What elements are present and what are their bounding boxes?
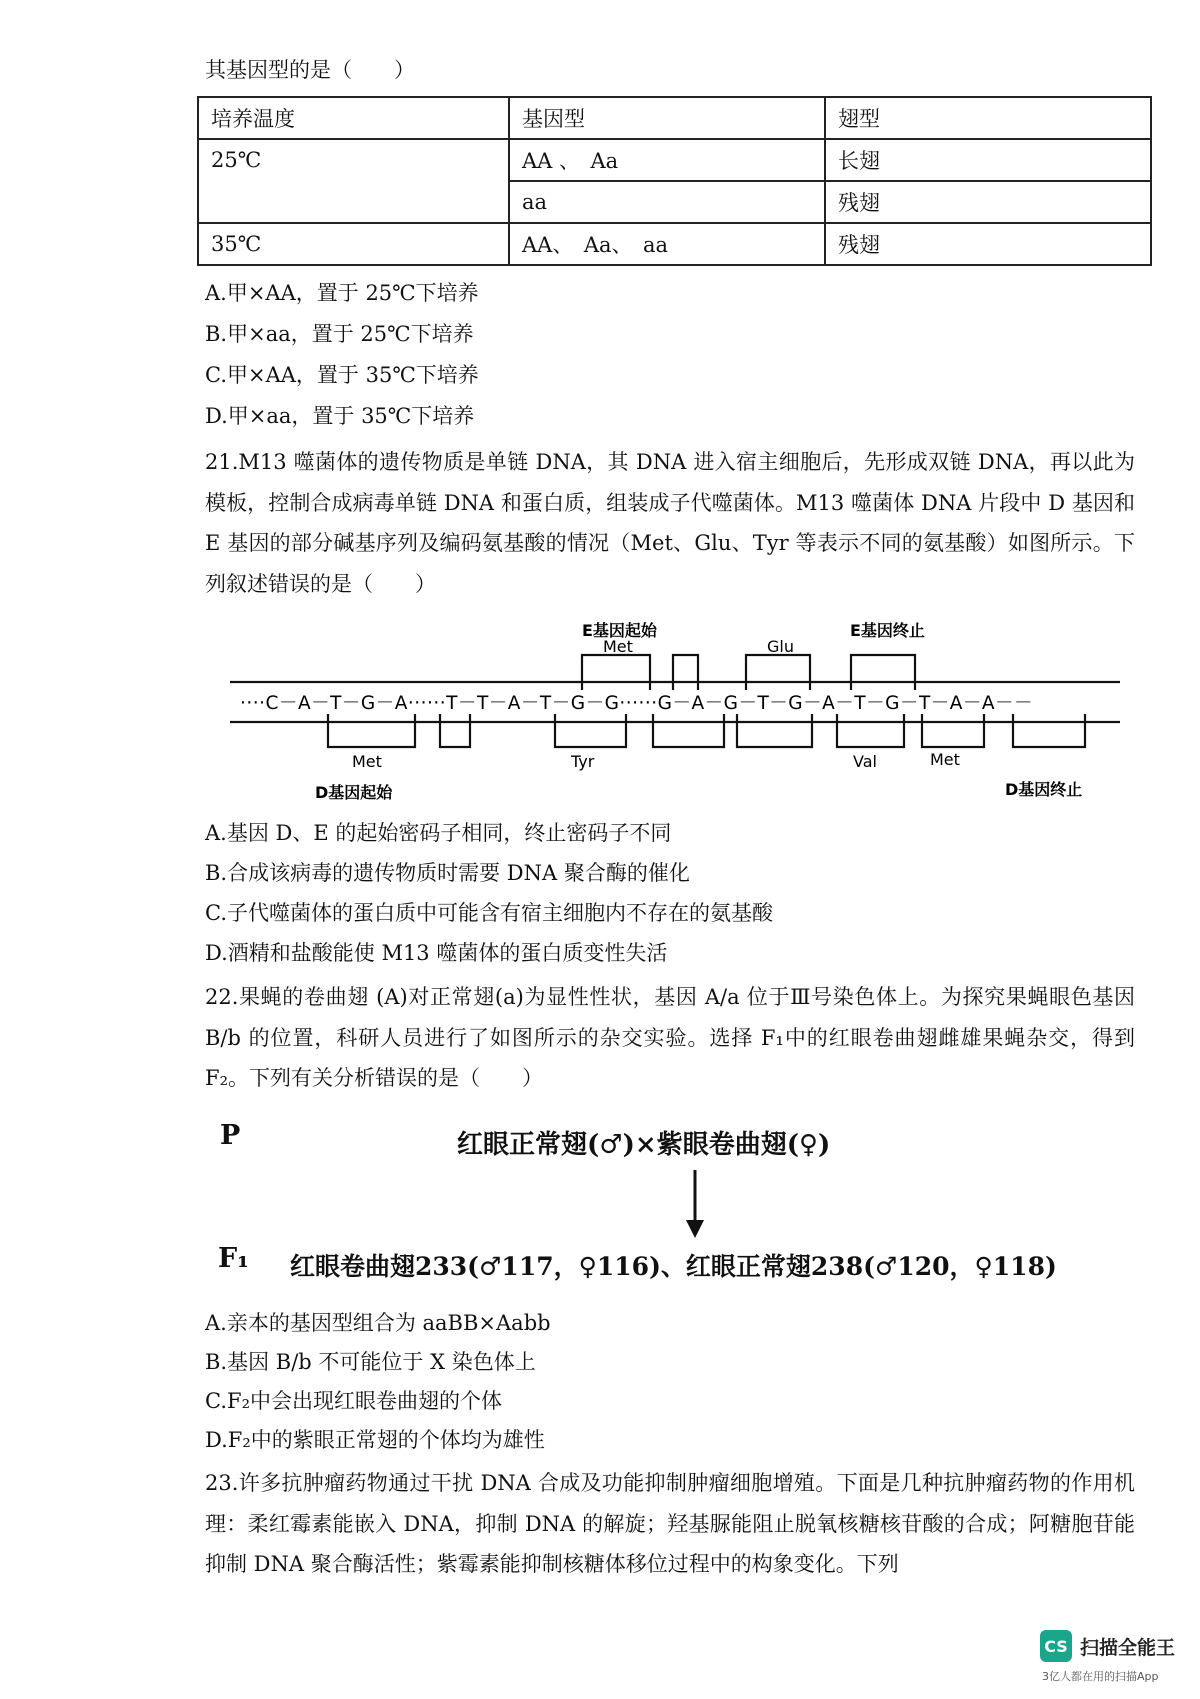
table-cell-wing: 残翅 — [825, 181, 1151, 223]
gene-sequence-figure — [230, 615, 1130, 805]
q20-option-c: C.甲×AA，置于 35℃下培养 — [205, 363, 479, 387]
q20-option-d: D.甲×aa，置于 35℃下培养 — [205, 404, 475, 428]
table-cell-genotype: AA、 Aa、 aa — [509, 223, 825, 265]
q21-option-c: C.子代噬菌体的蛋白质中可能含有宿主细胞内不存在的氨基酸 — [205, 901, 773, 925]
genotype-table — [197, 96, 1152, 266]
q22-option-c: C.F₂中会出现红眼卷曲翅的个体 — [205, 1389, 502, 1413]
codon-bracket — [922, 714, 984, 747]
d-gene-start-label: D基因起始 — [315, 783, 393, 802]
e-gene-end-label: E基因终止 — [850, 621, 925, 640]
codon-bracket — [653, 714, 724, 747]
table-header-temp: 培养温度 — [198, 97, 509, 139]
q21-stem: 21.M13 噬菌体的遗传物质是单链 DNA，其 DNA 进入宿主细胞后，先形成双链 DNA，再以此为模板，控制合成病毒单链 DNA 和蛋白质，组装成子代噬菌体。M13 噬菌体 DNA 片段中 D 基因和 E 基因的部分碱基序列及编码氨基酸的情况（Met、Glu、Tyr 等表示不同的氨基酸）如图所示。下列叙述错误的是（ ） — [205, 450, 1135, 596]
cross-f1-result: 红眼卷曲翅233(♂117，♀116)、红眼正常翅238(♂120，♀118) — [290, 1252, 1057, 1281]
scanner-watermark — [1040, 1630, 1175, 1662]
table-row — [198, 223, 1151, 265]
q20-intro: 其基因型的是（ ） — [205, 58, 415, 82]
watermark-name: 扫描全能王 — [1080, 1636, 1176, 1659]
table-row — [198, 139, 1151, 181]
q22-option-a: A.亲本的基因型组合为 aaBB×Aabb — [205, 1311, 551, 1335]
codon-bracket — [851, 655, 915, 690]
cross-arrow — [682, 1170, 708, 1240]
table-cell-genotype: AA 、 Aa — [509, 139, 825, 181]
q21-option-b: B.合成该病毒的遗传物质时需要 DNA 聚合酶的催化 — [205, 861, 690, 885]
q20-option-b: B.甲×aa，置于 25℃下培养 — [205, 322, 474, 346]
codon-bracket — [837, 714, 904, 747]
codon-bracket — [673, 655, 698, 690]
codon-bracket — [737, 714, 812, 747]
table-cell-temp: 35℃ — [198, 223, 509, 265]
watermark-subtitle: 3亿人都在用的扫描App — [1042, 1670, 1159, 1683]
amino-acid-label: Val — [853, 752, 877, 771]
amino-acid-label: Met — [603, 637, 633, 656]
q22-option-b: B.基因 B/b 不可能位于 X 染色体上 — [205, 1350, 536, 1374]
q22-option-d: D.F₂中的紫眼正常翅的个体均为雄性 — [205, 1428, 545, 1452]
table-cell-wing: 长翅 — [825, 139, 1151, 181]
q22-stem: 22.果蝇的卷曲翅 (A)对正常翅(a)为显性性状，基因 A/a 位于Ⅲ号染色体上。为探究果蝇眼色基因 B/b 的位置，科研人员进行了如图所示的杂交实验。选择 F₁中的红眼卷曲翅雌雄果蝇杂交，得到 F₂。下列有关分析错误的是（ ） — [205, 985, 1135, 1090]
base-sequence: ····C－A－T－G－A······T－T－A－T－G－G······G－A－G－T－G－A－T－G－T－A－A－－ — [240, 693, 1034, 714]
table-row — [198, 97, 1151, 139]
q23-stem: 23.许多抗肿瘤药物通过干扰 DNA 合成及功能抑制肿瘤细胞增殖。下面是几种抗肿瘤药物的作用机理：柔红霉素能嵌入 DNA，抑制 DNA 的解旋；羟基脲能阻止脱氧核糖核苷酸的合成；阿糖胞苷能抑制 DNA 聚合酶活性；紫霉素能抑制核糖体移位过程中的构象变化。下列 — [205, 1471, 1135, 1576]
codon-bracket — [328, 714, 415, 747]
e-gene-start-label: E基因起始 — [582, 621, 657, 640]
codon-bracket — [440, 714, 470, 747]
camscanner-logo-icon: CS — [1040, 1630, 1072, 1662]
codon-bracket — [746, 655, 810, 690]
q21-option-d: D.酒精和盐酸能使 M13 噬菌体的蛋白质变性失活 — [205, 941, 668, 965]
codon-bracket — [555, 714, 626, 747]
codon-bracket — [1013, 714, 1085, 747]
amino-acid-label: Met — [352, 752, 382, 771]
codon-bracket — [582, 655, 650, 690]
table-header-wing: 翅型 — [825, 97, 1151, 139]
amino-acid-label: Tyr — [571, 752, 595, 771]
table-header-genotype: 基因型 — [509, 97, 825, 139]
cross-parents: 红眼正常翅(♂)×紫眼卷曲翅(♀) — [457, 1130, 831, 1160]
table-cell-genotype: aa — [509, 181, 825, 223]
amino-acid-label: Glu — [767, 637, 794, 656]
amino-acid-label: Met — [930, 750, 960, 769]
q20-option-a: A.甲×AA，置于 25℃下培养 — [205, 281, 479, 305]
cross-p-label: P — [220, 1120, 241, 1151]
table-cell-temp: 25℃ — [198, 139, 509, 223]
d-gene-end-label: D基因终止 — [1005, 780, 1083, 799]
q21-option-a: A.基因 D、E 的起始密码子相同，终止密码子不同 — [205, 821, 672, 845]
cross-f1-label: F₁ — [218, 1243, 249, 1274]
table-cell-wing: 残翅 — [825, 223, 1151, 265]
